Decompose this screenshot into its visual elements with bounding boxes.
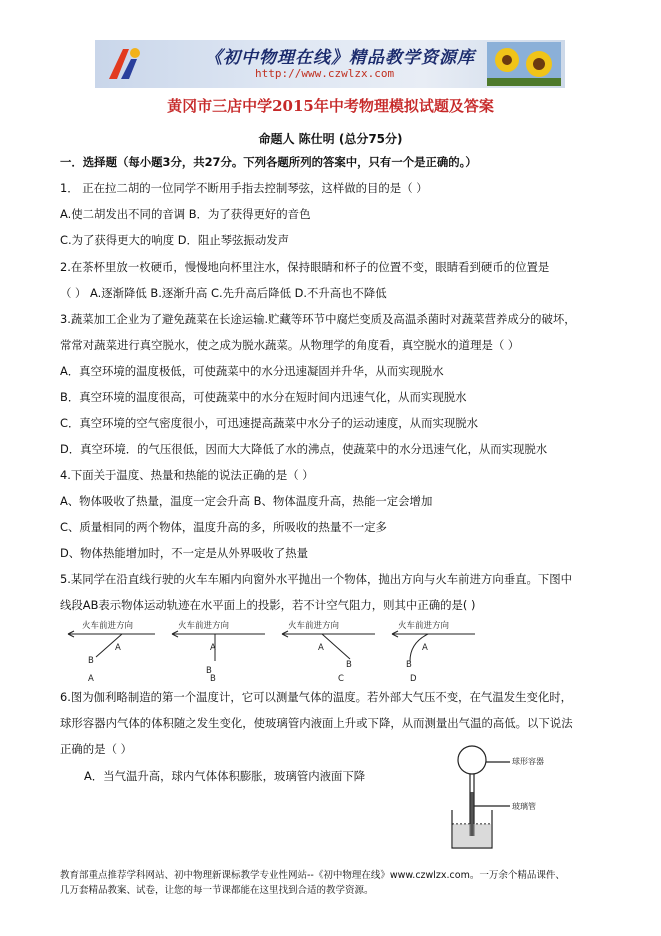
svg-text:B: B	[346, 660, 352, 670]
q4-options-ab: A、物体吸收了热量，温度一定会升高 B、物体温度升高，热能一定会增加	[60, 494, 433, 508]
q1-stem: 1． 正在拉二胡的一位同学不断用手指去控制琴弦，这样做的目的是（ ）	[60, 181, 428, 195]
q6-option-a: A．当气温升高，球内气体体积膨胀，玻璃管内液面下降	[84, 769, 366, 783]
svg-text:B: B	[206, 666, 212, 676]
q5-label-b: 火车前进方向	[178, 621, 230, 631]
footer-line-1: 教育部重点推荐学科网站、初中物理新课标教学专业性网站--《初中物理在线》www.czwlzx.com。一万余个精品课件、	[60, 870, 565, 881]
svg-text:B: B	[88, 656, 94, 666]
q5-label-c: 火车前进方向	[288, 621, 340, 631]
q6-stem-1: 6.图为伽利略制造的第一个温度计，它可以测量气体的温度。若外部大气压不变，在气温发生变化时，	[60, 690, 573, 704]
q5-option-a: A	[88, 674, 94, 684]
q1-options-ab: A.使二胡发出不同的音调 B．为了获得更好的音色	[60, 207, 311, 221]
q5-option-d: D	[410, 674, 417, 684]
author-line: 命题人 陈仕明 (总分75分)	[258, 132, 403, 146]
svg-text:B: B	[406, 660, 412, 670]
q3-option-d: D．真空环境．的气压很低，因而大大降低了水的沸点，使蔬菜中的水分迅速气化，从而实现脱水	[60, 442, 548, 456]
q5-option-c: C	[338, 674, 344, 684]
svg-text:A: A	[210, 643, 216, 653]
q2-options: （ ） A.逐渐降低 B.逐渐升高 C.先升高后降低 D.不升高也不降低	[60, 286, 387, 300]
q4-option-c: C、质量相同的两个物体，温度升高的多，所吸收的热量不一定多	[60, 520, 387, 534]
q5-figure	[60, 615, 480, 687]
sunflower-image	[487, 42, 561, 86]
q3-stem-1: 3.蔬菜加工企业为了避免蔬菜在长途运输.贮藏等环节中腐烂变质及高温杀菌时对蔬菜营养成分的破坏，	[60, 312, 576, 326]
q2-stem: 2.在茶杯里放一枚硬币，慢慢地向杯里注水，保持眼睛和杯子的位置不变，眼睛看到硬币的位置是	[60, 260, 550, 274]
q3-option-b: B．真空环境的温度很高，可使蔬菜中的水分在短时间内迅速气化，从而实现脱水	[60, 390, 467, 404]
q4-stem: 4.下面关于温度、热量和热能的说法正确的是（ ）	[60, 468, 314, 482]
site-logo-icon	[105, 45, 145, 83]
q3-option-a: A．真空环境的温度极低，可使蔬菜中的水分迅速凝固并升华，从而实现脱水	[60, 364, 444, 378]
footer-line-2: 几万套精品教案、试卷，让您的每一节课都能在这里找到合适的教学资源。	[60, 885, 374, 896]
label-glass-tube: 玻璃管	[512, 802, 536, 811]
q5-label-a: 火车前进方向	[82, 621, 134, 631]
q5-stem-1: 5.某同学在沿直线行驶的火车车厢内向窗外水平抛出一个物体，抛出方向与火车前进方向垂直。下图中	[60, 572, 573, 586]
svg-text:A: A	[318, 643, 324, 653]
header-banner	[95, 40, 565, 88]
banner-title: 《初中物理在线》精品教学资源库	[205, 48, 475, 68]
label-spherical-container: 球形容器	[512, 757, 544, 766]
q1-options-cd: C.为了获得更大的响度 D．阻止琴弦振动发声	[60, 233, 289, 247]
page-title: 黄冈市三店中学2015年中考物理模拟试题及答案	[167, 97, 494, 115]
banner-url: http://www.czwlzx.com	[255, 67, 395, 80]
q5-stem-2: 线段AB表示物体运动轨迹在水平面上的投影，若不计空气阻力，则其中正确的是( )	[60, 598, 476, 612]
q5-option-b: B	[210, 674, 216, 684]
q5-label-d: 火车前进方向	[398, 621, 450, 631]
svg-text:A: A	[422, 643, 428, 653]
q3-option-c: C．真空环境的空气密度很小，可迅速提高蔬菜中水分子的运动速度，从而实现脱水	[60, 416, 479, 430]
q6-stem-3: 正确的是（ ）	[60, 742, 132, 756]
q4-option-d: D、物体热能增加时，不一定是从外界吸收了热量	[60, 546, 308, 560]
q3-stem-2: 常常对蔬菜进行真空脱水，使之成为脱水蔬菜。从物理学的角度看，真空脱水的道理是（ ）	[60, 338, 520, 352]
svg-text:A: A	[115, 643, 121, 653]
section-heading: 一．选择题（每小题3分，共27分。下列各题所列的答案中，只有一个是正确的。）	[60, 155, 477, 169]
q6-stem-2: 球形容器内气体的体积随之发生变化，使玻璃管内液面上升或下降，从而测量出气温的高低。以下说法	[60, 716, 573, 730]
thermometer-figure	[440, 740, 570, 855]
